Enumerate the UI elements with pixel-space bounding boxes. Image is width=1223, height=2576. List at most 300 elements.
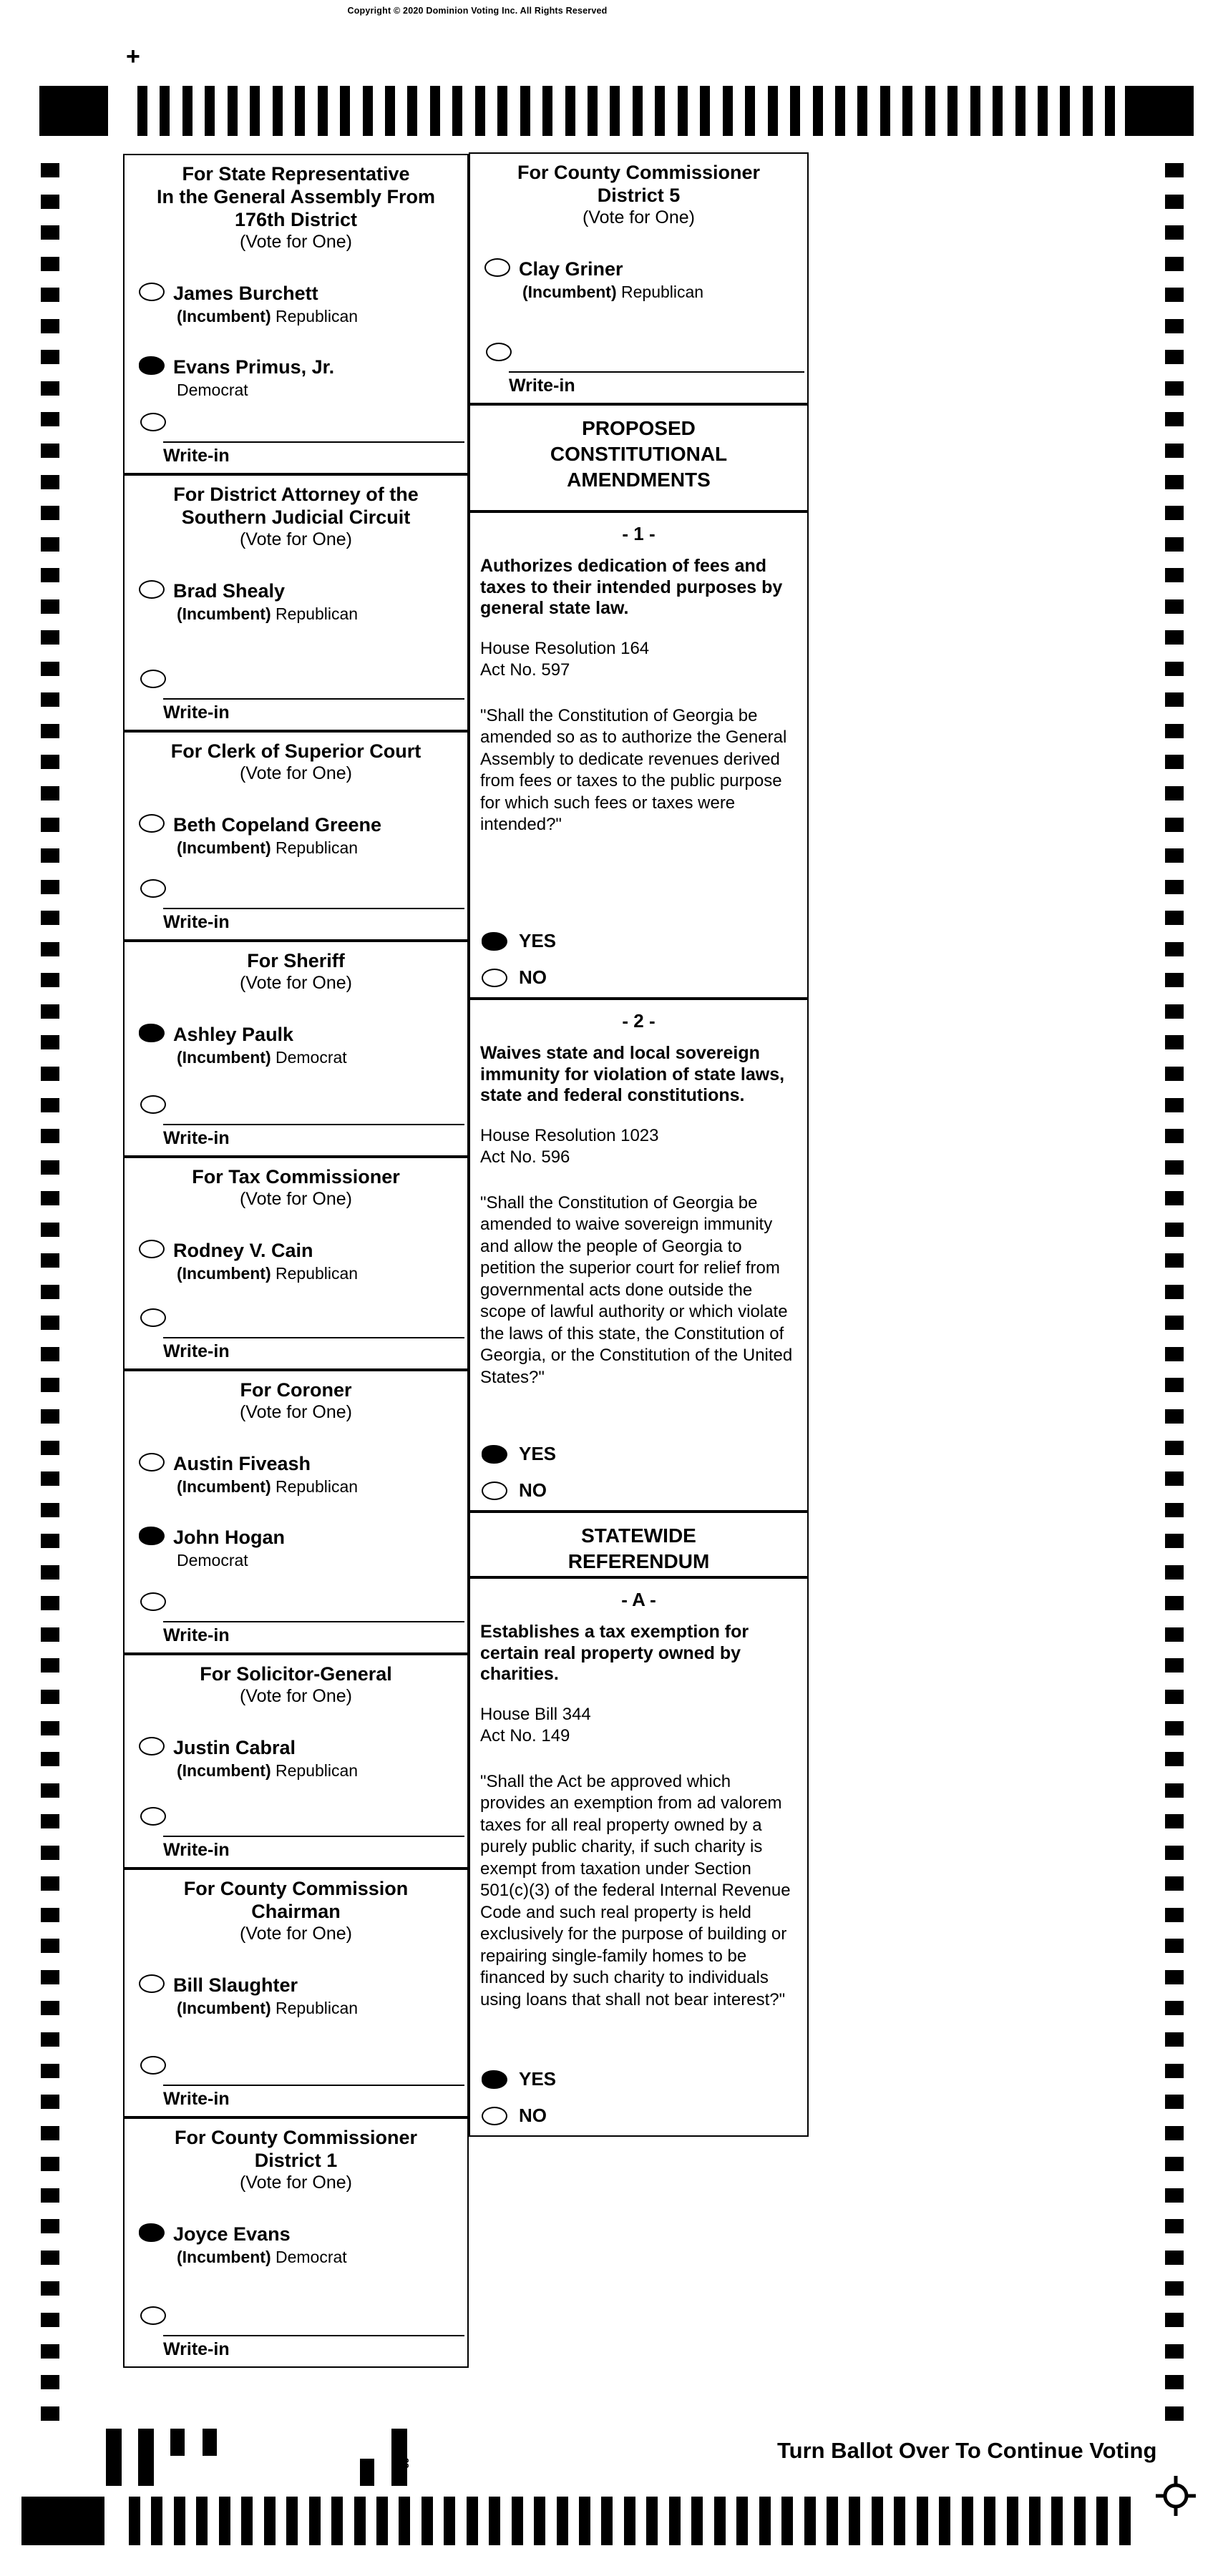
timing-mark [1165,381,1184,396]
write-in-label: Write-in [509,376,575,396]
timing-mark [1165,662,1184,676]
timing-mark [1038,86,1048,136]
write-in-area[interactable] [163,1124,464,1152]
candidate-row [139,1024,467,1067]
timing-mark [41,568,59,582]
measure-box [469,1577,809,2137]
measure-bill-line: Act No. 596 [480,1147,570,1167]
write-in-oval[interactable] [486,343,512,361]
copyright-notice: Copyright © 2020 Dominion Voting Inc. All Rights Reserved [347,6,608,16]
timing-mark [41,1939,59,1953]
timing-mark [1125,86,1194,136]
timing-mark [1165,2157,1184,2171]
timing-mark [835,86,845,136]
option-label: NO [519,2105,547,2126]
stub-number: 23 [400,2458,411,2469]
timing-mark [1165,1658,1184,1673]
timing-mark [430,86,440,136]
timing-mark [41,848,59,863]
write-in-label: Write-in [163,1128,230,1148]
candidate-party [177,1263,358,1283]
registration-target-icon [1154,2474,1198,2518]
write-in-oval[interactable] [140,1095,166,1114]
timing-mark [41,1908,59,1922]
timing-mark [309,2497,321,2545]
turn-ballot-over-notice: Turn Ballot Over To Continue Voting [777,2438,1157,2463]
timing-mark [1165,2344,1184,2359]
contest-box [123,1370,469,1654]
timing-mark [106,2429,122,2486]
timing-mark [1165,1223,1184,1237]
write-in-area[interactable] [163,2085,464,2113]
timing-mark [205,86,215,136]
write-in-oval[interactable] [140,670,166,688]
measure-option-row [482,2105,556,2127]
timing-mark [219,2497,230,2545]
measure-bill-line: Act No. 149 [480,1725,570,1745]
candidate-text [173,580,358,624]
timing-mark [827,2497,838,2545]
vote-for-instruction: (Vote for One) [239,1189,353,1209]
timing-mark [1165,2251,1184,2265]
section-header-line: REFERENDUM [567,1550,710,1572]
contest-title [125,162,467,231]
write-in-label: Write-in [163,2339,230,2359]
timing-mark [41,2095,59,2109]
write-in-oval[interactable] [140,413,166,431]
write-in-oval[interactable] [140,2056,166,2075]
no-oval[interactable] [482,2107,507,2125]
measure-options [482,916,556,989]
write-in-oval[interactable] [140,1807,166,1826]
timing-mark [41,1316,59,1330]
timing-mark [41,475,59,489]
write-in-area[interactable] [163,441,464,470]
contest-title [125,2126,467,2172]
timing-mark [41,444,59,458]
timing-mark [1165,1846,1184,1860]
incumbent-label: (Incumbent) [177,838,271,857]
registration-plus-mark: + [126,43,140,70]
party-label: Republican [621,283,704,301]
measure-box [469,999,809,1512]
timing-mark [41,506,59,520]
timing-mark [41,2344,59,2359]
measure-bills [480,1125,797,1168]
timing-mark [41,724,59,738]
candidate-row [139,283,467,326]
incumbent-label: (Incumbent) [522,283,617,301]
timing-mark [1165,1285,1184,1299]
section-header [470,1513,807,1575]
measure-bills [480,638,797,681]
candidate-row [139,814,467,858]
timing-mark [1165,1004,1184,1019]
measure-option-row [482,1443,556,1465]
party-label: Republican [276,1761,359,1780]
candidate-party [177,604,358,624]
write-in-label: Write-in [163,702,230,723]
timing-mark [610,86,620,136]
timing-mark [925,86,935,136]
timing-mark [939,2497,950,2545]
contest-title [125,1165,467,1188]
timing-mark [565,86,575,136]
contest-title-line: For Solicitor-General [200,1663,392,1685]
timing-mark [557,2497,568,2545]
candidate-party [177,2247,347,2267]
write-in-label: Write-in [163,1341,230,1361]
timing-mark [1165,163,1184,177]
vote-for-instruction: (Vote for One) [239,1402,353,1422]
timing-mark [41,1129,59,1143]
timing-mark [41,537,59,552]
candidate-oval[interactable] [484,258,510,277]
timing-mark [137,86,147,136]
timing-mark [41,2188,59,2203]
write-in-area[interactable] [163,698,464,727]
candidate-oval[interactable] [139,1240,165,1258]
timing-mark [917,2497,928,2545]
timing-mark [1165,1471,1184,1486]
contest-title [125,1877,467,1923]
timing-mark [41,1098,59,1112]
timing-mark [41,599,59,614]
timing-mark [41,1783,59,1798]
timing-mark [1060,86,1070,136]
write-in-area[interactable] [163,2335,464,2364]
timing-mark [41,1752,59,1766]
contest-title [125,740,467,763]
contest-title-line: For County Commissioner [174,2127,418,2148]
candidate-name: James Burchett [173,283,318,304]
incumbent-label: (Incumbent) [177,1477,271,1496]
measure-question: "Shall the Act be approved which provides an exemption from ad valorem taxes for all real property owned by a purely public charity, if such charity is exempt from taxation under Section 501(c)(3) of the federal Internal Revenue Code and such real property is held exclusively for the purpose of building or repairing single-family homes to be financed by such charity to individuals using loans that shall not bear interest?" [480,1771,791,2009]
timing-mark [1096,2497,1108,2545]
candidate-oval[interactable] [139,580,165,599]
timing-mark [41,2157,59,2171]
timing-mark [804,2497,816,2545]
timing-mark [41,942,59,956]
timing-mark [1165,724,1184,738]
timing-mark [691,2497,703,2545]
timing-mark [813,86,823,136]
candidate-oval[interactable] [139,1737,165,1755]
timing-mark [1165,350,1184,364]
option-label: YES [519,930,557,951]
candidate-oval-filled[interactable] [139,1527,165,1545]
timing-mark [1165,1690,1184,1704]
contest-box [123,474,469,731]
vote-for-instruction: (Vote for One) [582,207,696,227]
measure-bills [480,1704,797,1747]
contest-title-line: For District Attorney of the [173,484,419,505]
timing-mark [41,1565,59,1580]
timing-mark [993,86,1003,136]
candidate-oval-filled[interactable] [139,356,165,375]
timing-mark [41,225,59,240]
incumbent-label: (Incumbent) [177,1761,271,1780]
yes-oval-filled[interactable] [482,2070,507,2089]
timing-mark [962,2497,973,2545]
incumbent-label: (Incumbent) [177,307,271,325]
incumbent-label: (Incumbent) [177,1999,271,2017]
timing-mark [520,86,530,136]
measure-option-row [482,2068,556,2090]
candidate-oval-filled[interactable] [139,1024,165,1042]
option-label: NO [519,1479,547,1501]
yes-oval-filled[interactable] [482,932,507,951]
timing-mark [1165,1876,1184,1891]
party-label: Democrat [177,1551,248,1569]
timing-mark [407,86,417,136]
contest-title-line: Southern Judicial Circuit [181,506,411,528]
timing-mark [1165,1908,1184,1922]
candidate-row [484,258,807,302]
contest-title-line: For State Representative [182,163,410,185]
timing-mark [1165,1752,1184,1766]
timing-mark [41,163,59,177]
contest-title-line: Chairman [251,1901,341,1922]
candidate-oval[interactable] [139,283,165,301]
write-in-area[interactable] [163,1621,464,1650]
timing-mark [354,2497,366,2545]
timing-mark [41,692,59,707]
timing-mark [41,1223,59,1237]
timing-mark [512,2497,523,2545]
timing-mark [1165,506,1184,520]
timing-mark [1165,1035,1184,1049]
candidate-text [173,283,358,326]
timing-mark [1015,86,1025,136]
vote-for-instruction: (Vote for One) [239,1924,353,1944]
candidate-oval[interactable] [139,814,165,833]
candidate-name: Evans Primus, Jr. [173,356,335,378]
measure-question: "Shall the Constitution of Georgia be amended so as to authorize the General Assembly to dedicate revenues derived from fees or taxes to the public purpose for which such fees or taxes were intended?" [480,705,787,834]
timing-mark [902,86,912,136]
yes-oval-filled[interactable] [482,1445,507,1464]
timing-mark [295,86,305,136]
timing-mark [391,2429,407,2486]
timing-mark [700,86,710,136]
timing-mark [160,86,170,136]
contest-box [469,152,809,404]
timing-mark [1007,2497,1018,2545]
timing-mark [646,2497,658,2545]
timing-mark [1165,2219,1184,2233]
timing-mark [1165,630,1184,645]
candidate-oval[interactable] [139,1974,165,1993]
timing-mark [41,2032,59,2047]
timing-mark [1165,2126,1184,2140]
candidate-row [139,2223,467,2267]
timing-mark [601,2497,613,2545]
measure-bill-line: Act No. 597 [480,660,570,680]
timing-mark [41,1503,59,1517]
section-header-line: PROPOSED [582,417,696,439]
timing-mark [385,86,395,136]
timing-mark [41,195,59,209]
timing-mark [399,2497,410,2545]
timing-mark [790,86,800,136]
timing-mark [1165,2375,1184,2389]
timing-mark [41,1814,59,1828]
write-in-oval[interactable] [140,1592,166,1611]
timing-mark [669,2497,681,2545]
timing-mark [250,86,260,136]
measure-summary: Authorizes dedication of fees and taxes to their intended purposes by general state law. [480,556,783,618]
candidate-text [173,1240,358,1283]
timing-mark [1083,86,1093,136]
timing-mark [1074,2497,1086,2545]
timing-mark [714,2497,726,2545]
timing-mark [41,412,59,426]
party-label: Republican [276,1999,359,2017]
contest-box [123,941,469,1157]
write-in-oval[interactable] [140,2306,166,2325]
candidate-name: Austin Fiveash [173,1453,311,1474]
measure-number: - 2 - [622,1010,656,1032]
timing-mark [41,1347,59,1361]
timing-mark [41,662,59,676]
timing-mark [1165,2313,1184,2327]
timing-mark [41,1285,59,1299]
section-header-line: AMENDMENTS [567,469,711,491]
timing-mark [970,86,980,136]
contest-title-line: For County Commission [183,1878,409,1899]
timing-mark [745,86,755,136]
timing-mark [41,1534,59,1548]
timing-mark [41,1378,59,1392]
candidate-oval[interactable] [139,1453,165,1471]
timing-mark [655,86,665,136]
contest-title [125,949,467,972]
timing-mark [1165,1378,1184,1392]
timing-mark [41,2126,59,2140]
candidate-name: Justin Cabral [173,1737,296,1758]
candidate-text [173,1974,358,2018]
timing-mark [1165,1441,1184,1455]
candidate-name: Beth Copeland Greene [173,814,382,836]
timing-mark [264,2497,276,2545]
contest-title-line: For Clerk of Superior Court [170,740,422,762]
timing-mark [1165,475,1184,489]
timing-mark [360,2459,374,2486]
contest-title-line: In the General Assembly From [156,186,436,207]
write-in-area[interactable] [163,1337,464,1366]
contest-title [125,1378,467,1401]
timing-mark [781,2497,793,2545]
timing-mark [41,1253,59,1268]
candidate-text [173,814,381,858]
timing-mark [947,86,958,136]
timing-mark [182,86,193,136]
no-oval[interactable] [482,1482,507,1500]
candidate-row [139,1240,467,1283]
timing-mark [138,2429,154,2486]
timing-mark [984,2497,995,2545]
candidate-oval-filled[interactable] [139,2223,165,2242]
vote-for-instruction: (Vote for One) [239,529,353,549]
timing-mark [41,1627,59,1642]
timing-mark [624,2497,635,2545]
timing-mark [41,1690,59,1704]
timing-mark [376,2497,388,2545]
candidate-name: John Hogan [173,1527,285,1548]
timing-mark [1165,942,1184,956]
timing-mark [41,973,59,987]
contest-title-line: For Sheriff [247,950,345,971]
timing-mark [1165,880,1184,894]
contest-title-line: 176th District [234,209,358,230]
measure-number: - A - [621,1589,656,1610]
timing-mark [1165,1970,1184,1984]
candidate-row [139,580,467,624]
timing-mark [1165,319,1184,333]
timing-mark [1165,1627,1184,1642]
timing-mark [340,86,350,136]
timing-mark [1165,1098,1184,1112]
party-label: Republican [276,307,359,325]
timing-mark [857,86,867,136]
measure-box [469,511,809,999]
timing-mark [41,381,59,396]
write-in-area[interactable] [509,371,804,400]
write-in-area[interactable] [163,908,464,936]
write-in-oval[interactable] [140,1308,166,1327]
measure-bill-line: House Resolution 1023 [480,1125,659,1145]
vote-for-instruction: (Vote for One) [239,763,353,783]
timing-mark [41,2406,59,2421]
measure-options [482,1429,556,1502]
contest-box [123,1869,469,2117]
no-oval[interactable] [482,969,507,987]
party-label: Democrat [276,2248,347,2266]
timing-mark [41,880,59,894]
contest-title-line: District 1 [254,2150,338,2171]
timing-mark [1165,1409,1184,1424]
timing-mark [444,2497,455,2545]
timing-mark [1165,225,1184,240]
timing-mark [1165,692,1184,707]
timing-mark [849,2497,860,2545]
candidate-text [173,1024,347,1067]
timing-mark [422,2497,433,2545]
party-label: Democrat [276,1048,347,1067]
section-header-line: STATEWIDE [581,1524,696,1547]
measure-summary: Establishes a tax exemption for certain real property owned by charities. [480,1622,749,1684]
candidate-text [173,2223,347,2267]
option-label: NO [519,966,547,988]
timing-mark [363,86,373,136]
candidate-party [177,838,381,858]
vote-for-instruction: (Vote for One) [239,2173,353,2193]
contest-title [125,1662,467,1685]
candidate-text [173,1527,285,1570]
timing-mark [1165,1783,1184,1798]
timing-mark [41,786,59,800]
candidate-party [177,1550,285,1570]
contest-box [123,731,469,941]
timing-mark [1165,1814,1184,1828]
write-in-area[interactable] [163,1836,464,1864]
candidate-text [173,356,334,400]
timing-mark [318,86,328,136]
timing-mark [1165,412,1184,426]
write-in-oval[interactable] [140,879,166,898]
timing-mark [1165,2188,1184,2203]
timing-mark [1165,2032,1184,2047]
